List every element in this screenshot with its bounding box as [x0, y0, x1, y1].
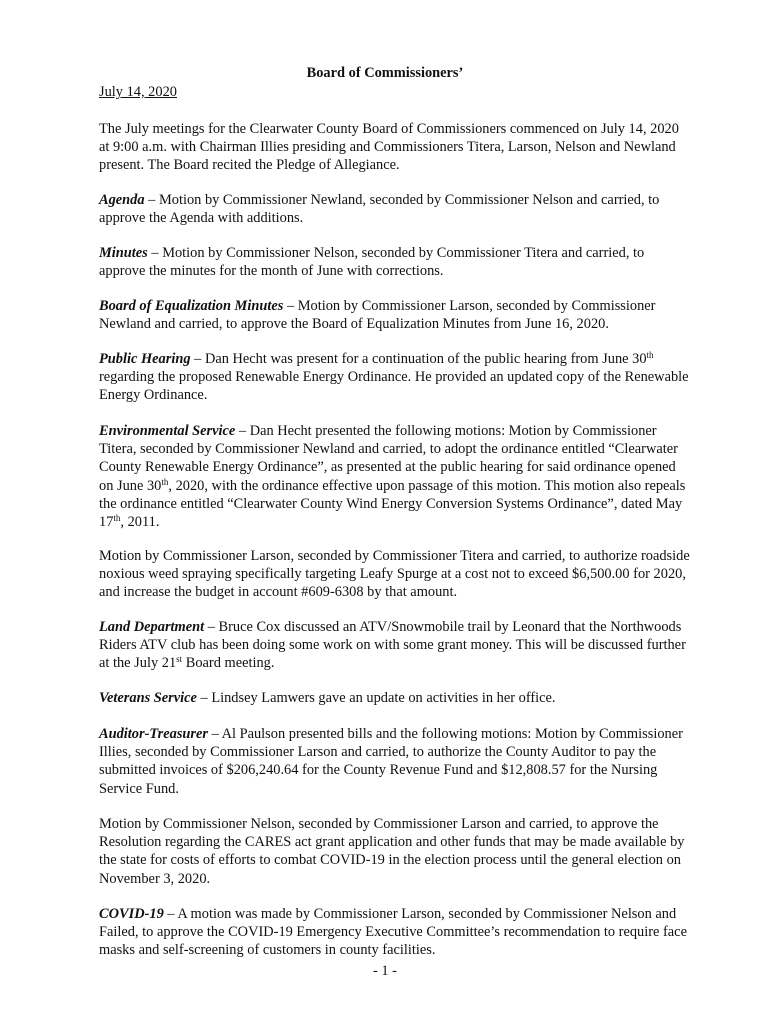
- covid-paragraph: [99, 905, 691, 960]
- environmental-sup-a: th: [161, 476, 169, 487]
- environmental-sup-b: th: [113, 513, 121, 524]
- environmental-text-b: , 2020, with the ordinance effective upon passage of this motion. This motion also repeals the ordinance entitled “Clearwater County Wind Energy Conversion Systems Ordinance”, dated May 17: [99, 477, 686, 531]
- minutes-text: – Motion by Commissioner Nelson, seconded by Commissioner Titera and carried, to approve the minutes for the month of June with corrections.: [99, 245, 645, 280]
- land-text-b: Board meeting.: [182, 655, 275, 672]
- document-title: Board of Commissioners’: [306, 65, 464, 81]
- minutes-paragraph: [99, 244, 691, 280]
- environmental-paragraph: [99, 422, 691, 531]
- cares-motion-paragraph: Motion by Commissioner Nelson, seconded by Commissioner Larson and carried, to approve the Resolution regarding the CARES act grant application and other funds that may be made available by the state for costs of efforts to combat COVID-19 in the election process until the general election on November 3, 2020.: [99, 816, 685, 887]
- agenda-paragraph: [99, 191, 691, 227]
- agenda-text: – Motion by Commissioner Newland, seconded by Commissioner Nelson and carried, to approve the Agenda with additions.: [99, 192, 660, 227]
- environmental-text-a: – Dan Hecht presented the following motions: Motion by Commissioner Titera, seconded by Commissioner Newland and carried, to adopt the ordinance entitled “Clearwater County Renewable Energy Ordinance”, as presented at the public hearing for said ordinance opened on June 30: [99, 423, 678, 494]
- veterans-heading: Veterans Service: [99, 690, 197, 706]
- auditor-heading: Auditor-Treasurer: [99, 726, 209, 742]
- agenda-heading: Agenda: [99, 192, 145, 208]
- equalization-text: – Motion by Commissioner Larson, seconded by Commissioner Newland and carried, to approve the Board of Equalization Minutes from June 16, 2020.: [99, 298, 656, 333]
- land-heading: Land Department: [99, 619, 205, 635]
- equalization-heading: Board of Equalization Minutes: [99, 298, 284, 314]
- veterans-paragraph: [99, 689, 691, 707]
- public-hearing-text-b: regarding the proposed Renewable Energy Ordinance. He provided an updated copy of the Renewable Energy Ordinance.: [99, 369, 689, 404]
- weed-motion-paragraph: Motion by Commissioner Larson, seconded by Commissioner Titera and carried, to authorize roadside noxious weed spraying specifically targeting Leafy Spurge at a cost not to exceed $6,500.00 for 2020, and increase the budget in account #609-6308 by that amount.: [99, 548, 690, 601]
- environmental-heading: Environmental Service: [99, 423, 236, 439]
- meeting-date: July 14, 2020: [99, 84, 177, 100]
- public-hearing-paragraph: [99, 350, 691, 405]
- auditor-paragraph: [99, 725, 691, 798]
- land-paragraph: [99, 618, 691, 673]
- covid-text: – A motion was made by Commissioner Larson, seconded by Commissioner Nelson and Failed, to approve the COVID-19 Emergency Executive Committee’s recommendation to require face masks and self-screening of customers in county facilities.: [99, 906, 687, 959]
- public-hearing-sup: th: [646, 350, 654, 360]
- covid-heading: COVID-19: [99, 906, 164, 922]
- minutes-heading: Minutes: [99, 245, 148, 261]
- intro-paragraph: The July meetings for the Clearwater County Board of Commissioners commenced on July 14, 2020 at 9:00 a.m. with Chairman Illies presiding and Commissioners Titera, Larson, Nelson and Newland present. The Board recited the Pledge of Allegiance.: [99, 121, 679, 174]
- environmental-text-c: , 2011.: [120, 514, 160, 531]
- equalization-paragraph: [99, 297, 691, 333]
- land-sup: st: [176, 654, 183, 665]
- land-text-a: – Bruce Cox discussed an ATV/Snowmobile trail by Leonard that the Northwoods Riders ATV club has been doing some work on with some grant money. This will be discussed further at the July 21: [99, 619, 686, 672]
- public-hearing-text-a: – Dan Hecht was present for a continuation of the public hearing from June 30: [190, 351, 647, 367]
- auditor-text: – Al Paulson presented bills and the following motions: Motion by Commissioner Illies, seconded by Commissioner Larson and carried, to authorize the County Auditor to pay the submitted invoices of $206,240.64 for the County Revenue Fund and $12,808.57 for the Nursing Service Fund.: [99, 726, 683, 797]
- public-hearing-heading: Public Hearing: [99, 351, 191, 367]
- veterans-text: – Lindsey Lamwers gave an update on activities in her office.: [196, 690, 556, 706]
- page-number: - 1 -: [373, 963, 397, 979]
